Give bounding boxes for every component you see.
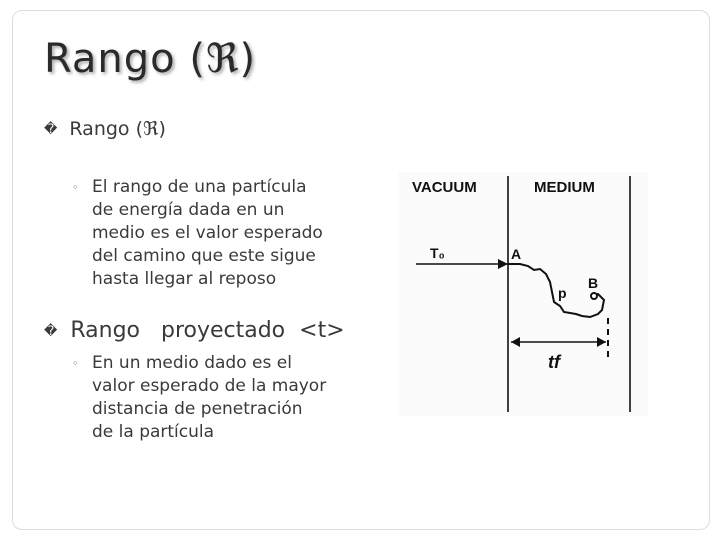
text-line: valor esperado de la mayor: [92, 376, 327, 396]
text-line: del camino que este sigue: [92, 246, 316, 266]
incident-arrowhead: [498, 259, 508, 269]
t0-label: T₀: [430, 245, 445, 261]
medium-label: MEDIUM: [534, 179, 595, 196]
text-line: El rango de una partícula: [92, 177, 307, 197]
page-title: Rango (ℜ): [44, 36, 257, 82]
bullet-icon: �: [44, 323, 58, 339]
bullet-item-rango: [44, 118, 166, 140]
bullet-item-rango-proyectado: [44, 318, 345, 343]
range-diagram-svg: [398, 172, 648, 416]
text-line: distancia de penetración: [92, 399, 303, 419]
text-line: hasta llegar al reposo: [92, 269, 277, 289]
vacuum-label: VACUUM: [412, 179, 477, 196]
sub-bullet-proyectado-definition: [72, 352, 362, 444]
projected-range-arrowhead-left: [511, 337, 520, 347]
text-line: En un medio dado es el: [92, 353, 292, 373]
projected-range-arrowhead-right: [597, 337, 606, 347]
text-line: medio es el valor esperado: [92, 223, 323, 243]
text-line: de la partícula: [92, 422, 215, 442]
sub-bullet-rango-definition: [72, 176, 362, 291]
bullet-icon: �: [44, 122, 58, 137]
bullet-label: Rango proyectado <t>: [70, 318, 345, 343]
tf-label: tf: [548, 352, 560, 372]
point-a-label: A: [511, 246, 522, 262]
range-diagram: [398, 172, 648, 416]
point-b-label: B: [588, 275, 599, 291]
text-line: de energía dada en un: [92, 200, 285, 220]
bullet-label: Rango (ℜ): [69, 118, 166, 140]
sub-bullet-icon: ◦: [72, 181, 79, 194]
sub-bullet-icon: ◦: [72, 357, 79, 370]
path-p-label: p: [558, 285, 567, 301]
endpoint-b-marker: [591, 293, 597, 299]
